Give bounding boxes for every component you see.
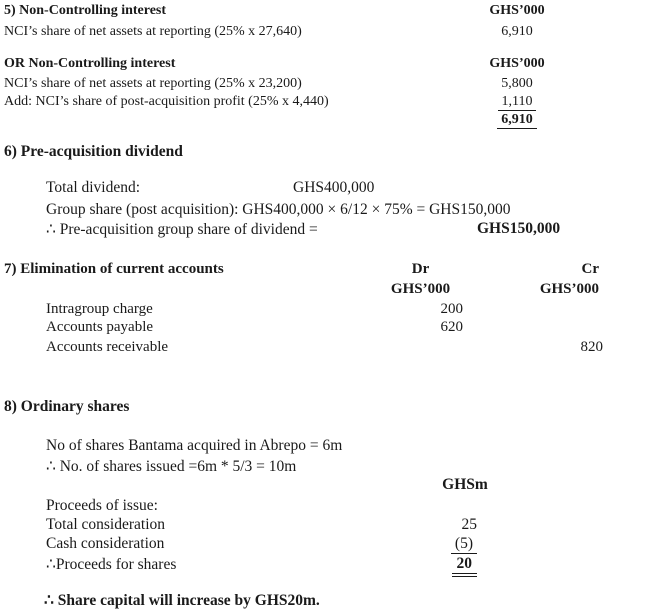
total-consideration-value: 25 <box>461 516 477 533</box>
section6-total-dividend-row <box>0 179 654 199</box>
section6-pre-acq-share-row <box>0 220 654 240</box>
total-dividend-label: Total dividend: <box>46 179 141 196</box>
ghsm-column-header: GHSm <box>442 476 488 493</box>
or-net-assets-value: 5,800 <box>501 76 533 91</box>
section7-title-row <box>0 261 654 281</box>
pre-acq-share-value: GHS150,000 <box>477 220 561 237</box>
intragroup-charge-dr: 200 <box>440 301 463 317</box>
group-share-line: Group share (post acquisition): GHS400,000 × 6/12 × 75% = GHS150,000 <box>46 201 511 218</box>
or-net-assets-label: NCI’s share of net assets at reporting (25% x 23,200) <box>4 76 302 91</box>
proceeds-for-shares-label: ∴Proceeds for shares <box>46 556 177 573</box>
table-row-intragroup-charge <box>0 301 654 321</box>
section5-or-row-net-assets <box>0 76 654 96</box>
or-post-acq-profit-value-wrap <box>478 94 556 111</box>
section6-group-share-row <box>0 201 654 221</box>
section5-or-row-post-acq-profit <box>0 94 654 114</box>
shares-issued-line: ∴ No. of shares issued =6m * 5/3 = 10m <box>46 458 297 475</box>
section5-or-column-header: GHS’000 <box>489 56 545 71</box>
table-row-accounts-receivable <box>0 339 654 359</box>
cash-consideration-label: Cash consideration <box>46 535 165 552</box>
total-consideration-label: Total consideration <box>46 516 166 533</box>
section8-shares-issued-row <box>0 457 654 477</box>
table-row-cash-consideration <box>0 535 654 555</box>
accounts-payable-dr: 620 <box>440 319 463 335</box>
or-post-acq-profit-label: Add: NCI’s share of post-acquisition profit (25% x 4,440) <box>4 94 329 109</box>
section5-or-title: OR Non-Controlling interest <box>4 56 176 71</box>
cash-consideration-value: (5) <box>451 535 477 554</box>
nci-reporting-value: 6,910 <box>501 24 533 39</box>
section7-units-row <box>0 281 654 301</box>
shares-acquired-line: No of shares Bantama acquired in Abrepo = 6m <box>46 437 343 454</box>
cash-consideration-value-wrap <box>412 535 477 554</box>
or-total-wrap <box>478 112 556 129</box>
total-dividend-value: GHS400,000 <box>293 179 375 196</box>
cr-unit-header: GHS’000 <box>539 281 599 297</box>
share-capital-conclusion: ∴ Share capital will increase by GHS20m. <box>44 592 320 609</box>
accounts-receivable-cr: 820 <box>580 339 603 355</box>
table-row-proceeds-for-shares <box>0 555 654 575</box>
section5-title: 5) Non-Controlling interest <box>4 3 167 18</box>
section8-proceeds-of-issue-row <box>0 497 654 517</box>
nci-reporting-label: NCI’s share of net assets at reporting (25% x 27,640) <box>4 24 302 39</box>
proceeds-of-issue-label: Proceeds of issue: <box>46 497 158 514</box>
dr-header: Dr <box>411 261 430 277</box>
intragroup-charge-label: Intragroup charge <box>46 301 153 317</box>
section8-title: 8) Ordinary shares <box>4 398 130 415</box>
or-post-acq-profit-value: 1,110 <box>498 94 537 111</box>
section5-or-title-row <box>0 56 654 76</box>
section8-conclusion-row <box>0 591 654 611</box>
section6-title: 6) Pre-acquisition dividend <box>4 143 183 160</box>
section8-title-row <box>0 398 654 418</box>
accounts-receivable-label: Accounts receivable <box>46 339 169 355</box>
section5-row-nci-reporting <box>0 24 654 44</box>
section8-shares-acquired-row <box>0 437 654 457</box>
table-row-total-consideration <box>0 516 654 536</box>
accounts-payable-label: Accounts payable <box>46 319 154 335</box>
cr-header: Cr <box>581 261 599 277</box>
section8-column-header-row <box>0 476 654 496</box>
section5-or-total-row <box>0 112 654 132</box>
section5-column-header: GHS’000 <box>489 3 545 18</box>
table-row-accounts-payable <box>0 319 654 339</box>
proceeds-for-shares-value-wrap <box>412 555 477 577</box>
proceeds-for-shares-value: 20 <box>452 555 478 577</box>
section7-title: 7) Elimination of current accounts <box>4 261 224 277</box>
or-total-value: 6,910 <box>497 112 537 129</box>
pre-acq-share-label: ∴ Pre-acquisition group share of dividend = <box>46 221 318 238</box>
section6-title-row <box>0 143 654 163</box>
dr-unit-header: GHS’000 <box>390 281 451 297</box>
section5-title-row <box>0 3 654 23</box>
